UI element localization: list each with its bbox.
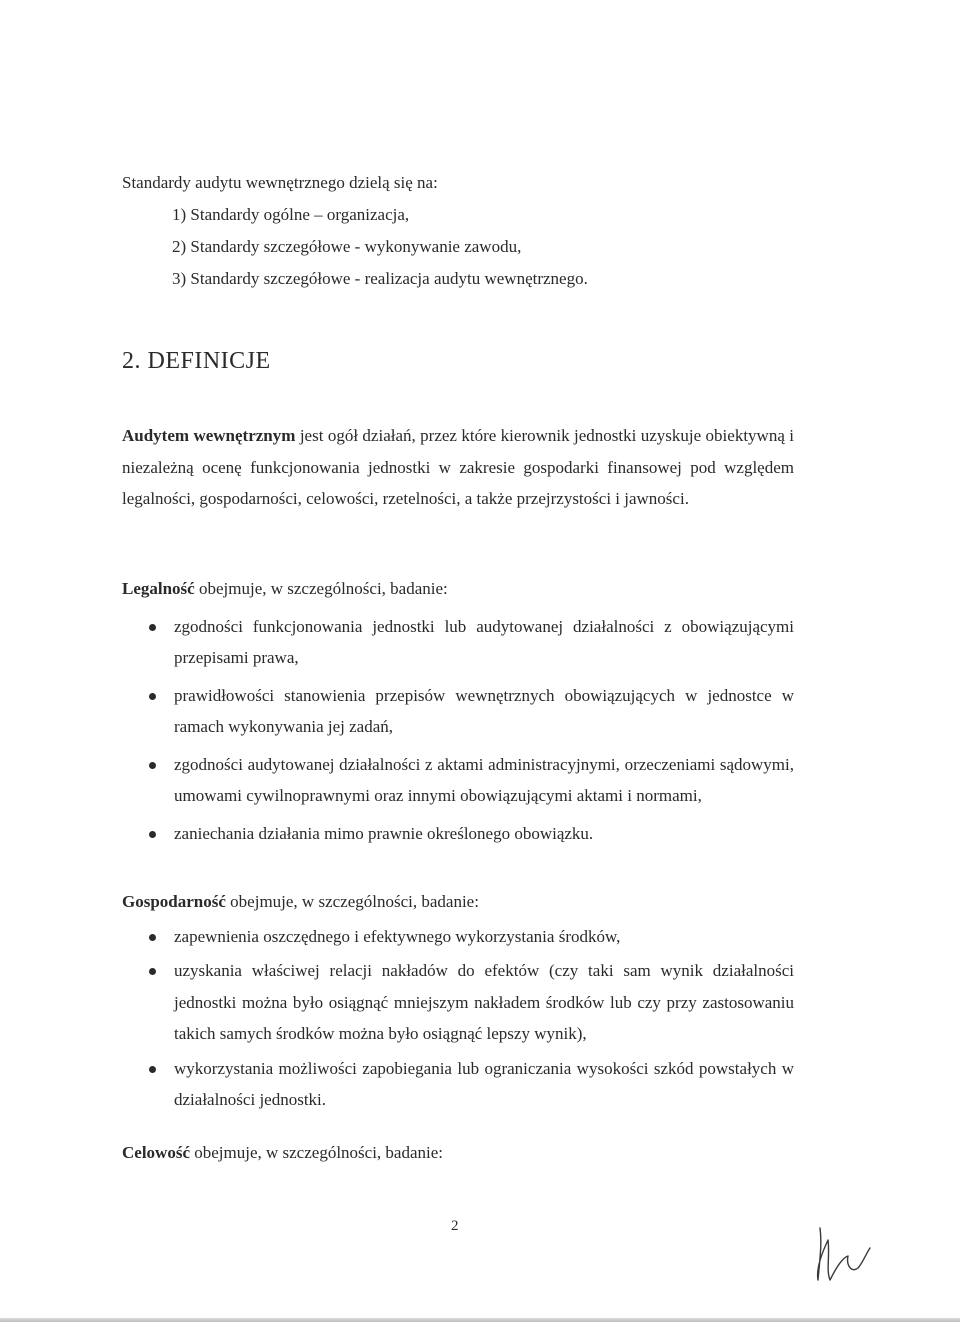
page-number: 2: [451, 1218, 459, 1234]
section-heading: 2. DEFINICJE: [122, 348, 271, 374]
legalnosc-heading: [122, 573, 794, 605]
legalnosc-list: [122, 611, 794, 850]
standards-list: [122, 199, 588, 295]
legalnosc-block: [122, 573, 794, 849]
list-item: uzyskania właściwej relacji nakładów do efektów (czy taki sam wynik działalności jednostki można było osiągnąć mniejszym nakładem środków lub czy przy zastosowaniu takich samych środków można było osiągnąć lepszy wynik),: [122, 955, 794, 1050]
standards-list-item: 2) Standardy szczegółowe - wykonywanie zawodu,: [172, 237, 522, 256]
definition-text: jest ogół działań, przez które kierownik jednostki uzyskuje obiektywną i niezależną ocenę funkcjonowania jednostki w zakresie gospodarki finansowej pod względem legalności, gospodarności, celowości, rzetelności, a także przejrzystości i jawności.: [122, 426, 794, 508]
gospodarnosc-intro: obejmuje, w szczególności, badanie:: [225, 892, 479, 911]
list-item: zaniechania działania mimo prawnie określonego obowiązku.: [122, 818, 794, 850]
celowosc-heading: [122, 1137, 794, 1169]
definition-paragraph: [122, 420, 794, 515]
list-item: zgodności audytowanej działalności z aktami administracyjnymi, orzeczeniami sądowymi, umowami cywilnoprawnymi oraz innymi obowiązującymi aktami i normami,: [122, 749, 794, 812]
standards-intro: [122, 167, 588, 295]
list-item: zgodności funkcjonowania jednostki lub audytowanej działalności z obowiązującymi przepisami prawa,: [122, 611, 794, 674]
celowosc-intro: obejmuje, w szczególności, badanie:: [189, 1143, 444, 1162]
handwritten-signature: [808, 1218, 878, 1288]
gospodarnosc-block: [122, 886, 794, 1116]
definition-term: Audytem wewnętrznym: [122, 426, 296, 445]
legalnosc-term: Legalność: [122, 579, 195, 598]
list-item: zapewnienia oszczędnego i efektywnego wykorzystania środków,: [122, 921, 794, 953]
list-item: wykorzystania możliwości zapobiegania lub ograniczania wysokości szkód powstałych w działalności jednostki.: [122, 1053, 794, 1116]
gospodarnosc-list: [122, 921, 794, 1116]
gospodarnosc-heading: [122, 886, 794, 918]
list-item: prawidłowości stanowienia przepisów wewnętrznych obowiązujących w jednostce w ramach wykonywania jej zadań,: [122, 680, 794, 743]
legalnosc-intro: obejmuje, w szczególności, badanie:: [194, 579, 448, 598]
standards-lead: Standardy audytu wewnętrznego dzielą się na:: [122, 173, 438, 192]
standards-list-item: 3) Standardy szczegółowe - realizacja audytu wewnętrznego.: [172, 269, 588, 288]
celowosc-term: Celowość: [122, 1143, 190, 1162]
gospodarnosc-term: Gospodarność: [122, 892, 226, 911]
scan-edge: [0, 1318, 960, 1322]
standards-list-item: 1) Standardy ogólne – organizacja,: [172, 205, 410, 224]
